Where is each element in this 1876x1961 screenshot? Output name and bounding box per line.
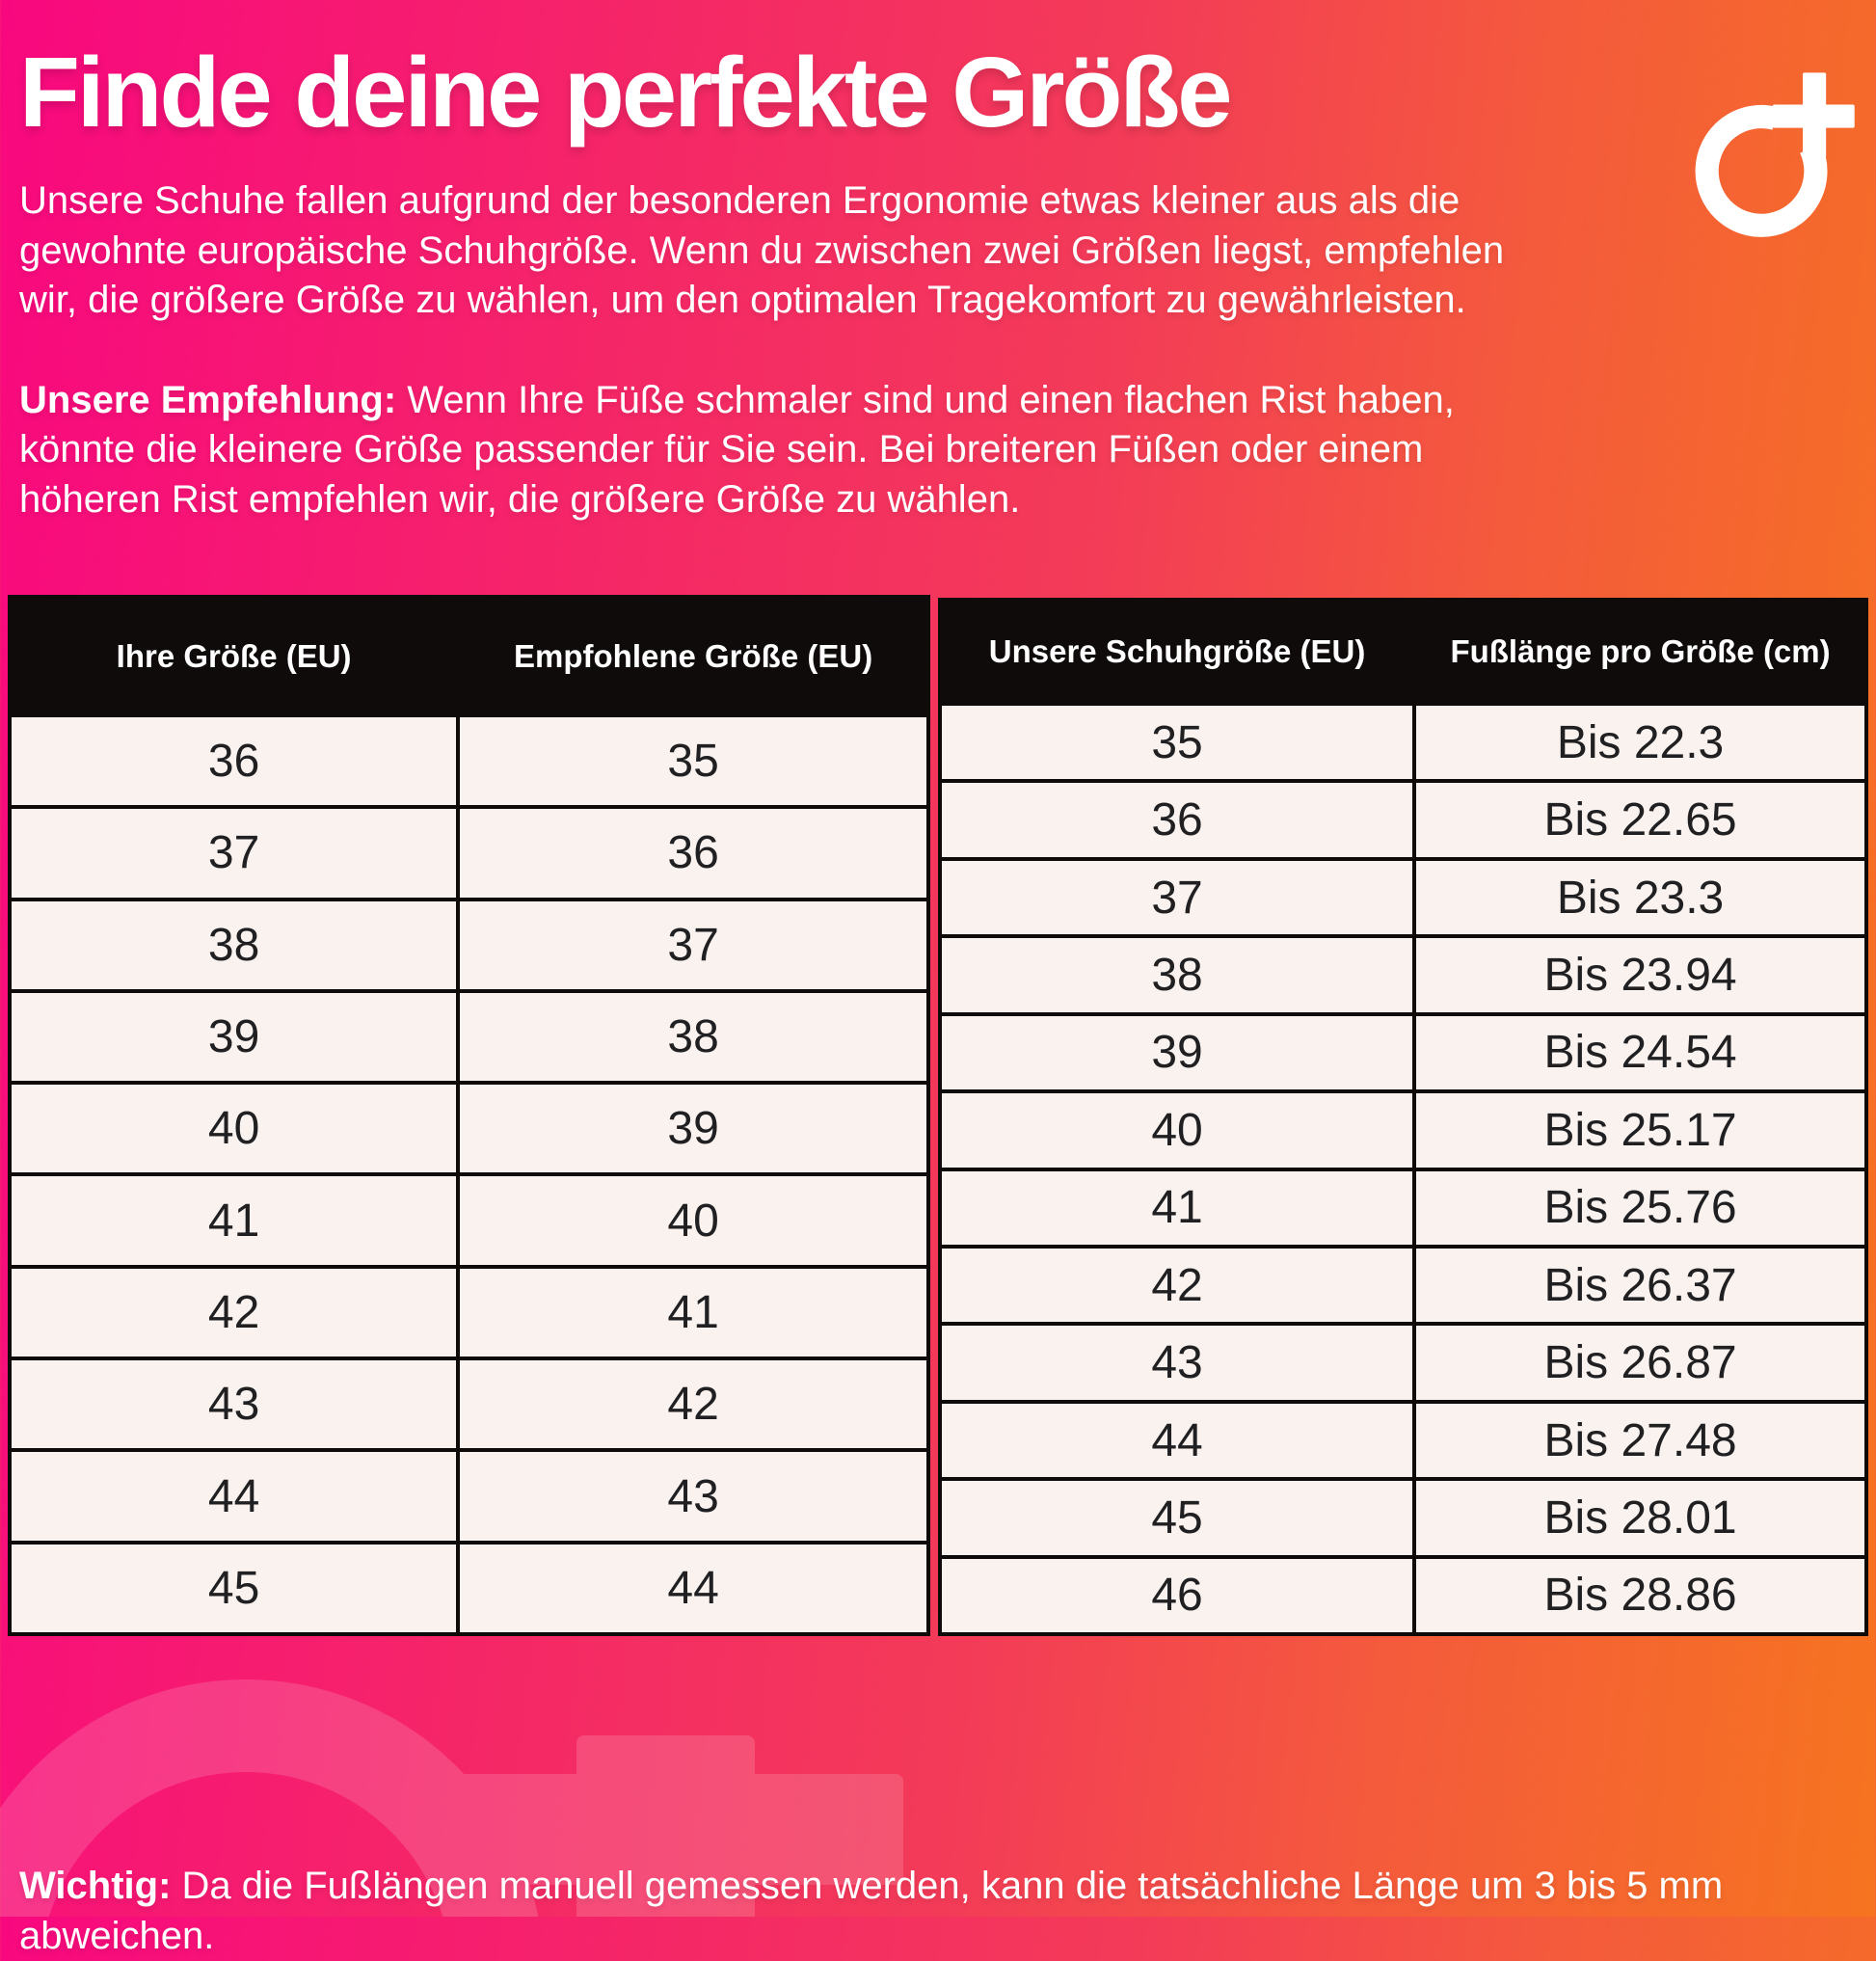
table-row <box>12 1452 926 1540</box>
table-cell: Bis 24.54 <box>1416 1016 1864 1089</box>
table-row <box>12 1176 926 1264</box>
table-cell: 38 <box>460 993 926 1081</box>
table-cell: 35 <box>942 706 1412 779</box>
table-cell: 36 <box>942 783 1412 856</box>
table-cell: Bis 26.87 <box>1416 1326 1864 1399</box>
table-cell: 36 <box>460 809 926 897</box>
length-table-header <box>942 602 1864 702</box>
table-cell: Bis 27.48 <box>1416 1404 1864 1477</box>
table-cell: 45 <box>942 1481 1412 1554</box>
table-row <box>942 1404 1864 1477</box>
table-cell: 39 <box>460 1085 926 1172</box>
table-cell: 40 <box>12 1085 456 1172</box>
recommendation-text: Wenn Ihre Füße schmaler sind und einen flachen Rist haben, könnte die kleinere Größe passender für Sie sein. Bei breiteren Füßen oder einem höheren Rist empfehlen wir, die größere Größe zu wählen. <box>19 378 1455 522</box>
table-cell: 41 <box>12 1176 456 1264</box>
table-row <box>12 1360 926 1448</box>
table-cell: 39 <box>942 1016 1412 1089</box>
table-row <box>12 901 926 989</box>
table-cell: 44 <box>460 1545 926 1632</box>
table-cell: Bis 28.01 <box>1416 1481 1864 1554</box>
table-row <box>942 938 1864 1011</box>
table-cell: Bis 23.3 <box>1416 861 1864 934</box>
table-cell: 42 <box>12 1269 456 1357</box>
foot-length-table <box>938 598 1868 1636</box>
table-cell: 42 <box>942 1249 1412 1322</box>
table-row <box>942 861 1864 934</box>
table-row <box>942 706 1864 779</box>
recommendation-paragraph <box>19 376 1509 525</box>
column-header: Unsere Schuhgröße (EU) <box>988 633 1366 669</box>
table-cell: Bis 22.65 <box>1416 783 1864 856</box>
table-cell: 37 <box>460 901 926 989</box>
table-cell: Bis 23.94 <box>1416 938 1864 1011</box>
table-row <box>942 1171 1864 1245</box>
table-cell: 39 <box>12 993 456 1081</box>
table-row <box>942 1016 1864 1089</box>
table-cell: Bis 26.37 <box>1416 1249 1864 1322</box>
intro-paragraph <box>19 176 1509 326</box>
footnote-label: Wichtig: <box>19 1865 172 1907</box>
table-cell: 43 <box>460 1452 926 1540</box>
table-row <box>942 1249 1864 1322</box>
table-row <box>12 993 926 1081</box>
page-title: Finde deine perfekte Größe <box>19 37 1230 148</box>
table-cell: Bis 22.3 <box>1416 706 1864 779</box>
table-cell: 43 <box>12 1360 456 1448</box>
table-cell: 41 <box>460 1269 926 1357</box>
table-cell: 35 <box>460 717 926 805</box>
table-cell: 40 <box>942 1093 1412 1167</box>
intro-text: Unsere Schuhe fallen aufgrund der besonderen Ergonomie etwas kleiner aus als die gewohnte europäische Schuhgröße. Wenn du zwischen zwei Größen liegst, empfehlen wir, die größere Größe zu wählen, um den optimalen Tragekomfort zu gewährleisten. <box>19 179 1505 322</box>
table-cell: 37 <box>12 809 456 897</box>
table-cell: 38 <box>942 938 1412 1011</box>
table-row <box>942 783 1864 856</box>
length-table-body <box>942 706 1864 1632</box>
table-row <box>942 1559 1864 1632</box>
table-row <box>942 1326 1864 1399</box>
column-header: Fußlänge pro Größe (cm) <box>1450 633 1831 669</box>
size-table-header <box>12 599 926 713</box>
table-row <box>12 1085 926 1172</box>
recommendation-label: Unsere Empfehlung: <box>19 378 397 421</box>
table-row <box>12 717 926 805</box>
table-cell: Bis 25.17 <box>1416 1093 1864 1167</box>
table-cell: 46 <box>942 1559 1412 1632</box>
column-header: Empfohlene Größe (EU) <box>514 637 873 674</box>
table-cell: 43 <box>942 1326 1412 1399</box>
table-cell: 44 <box>942 1404 1412 1477</box>
table-row <box>12 809 926 897</box>
table-cell: 37 <box>942 861 1412 934</box>
table-cell: 41 <box>942 1171 1412 1245</box>
table-cell: 45 <box>12 1545 456 1632</box>
table-row <box>12 1545 926 1632</box>
table-cell: 40 <box>460 1176 926 1264</box>
footnote-text: Da die Fußlängen manuell gemessen werden, kann die tatsächliche Länge um 3 bis 5 mm abweichen. <box>19 1865 1724 1957</box>
table-cell: 44 <box>12 1452 456 1540</box>
table-cell: Bis 28.86 <box>1416 1559 1864 1632</box>
o-plus-logo-icon <box>1679 67 1861 249</box>
column-header: Ihre Größe (EU) <box>116 637 352 674</box>
size-recommendation-table <box>8 595 930 1636</box>
table-cell: 38 <box>12 901 456 989</box>
table-row <box>12 1269 926 1357</box>
table-cell: 36 <box>12 717 456 805</box>
table-cell: Bis 25.76 <box>1416 1171 1864 1245</box>
table-row <box>942 1093 1864 1167</box>
size-guide-infographic <box>0 37 1876 1957</box>
size-table-body <box>12 717 926 1632</box>
table-row <box>942 1481 1864 1554</box>
table-cell: 42 <box>460 1360 926 1448</box>
